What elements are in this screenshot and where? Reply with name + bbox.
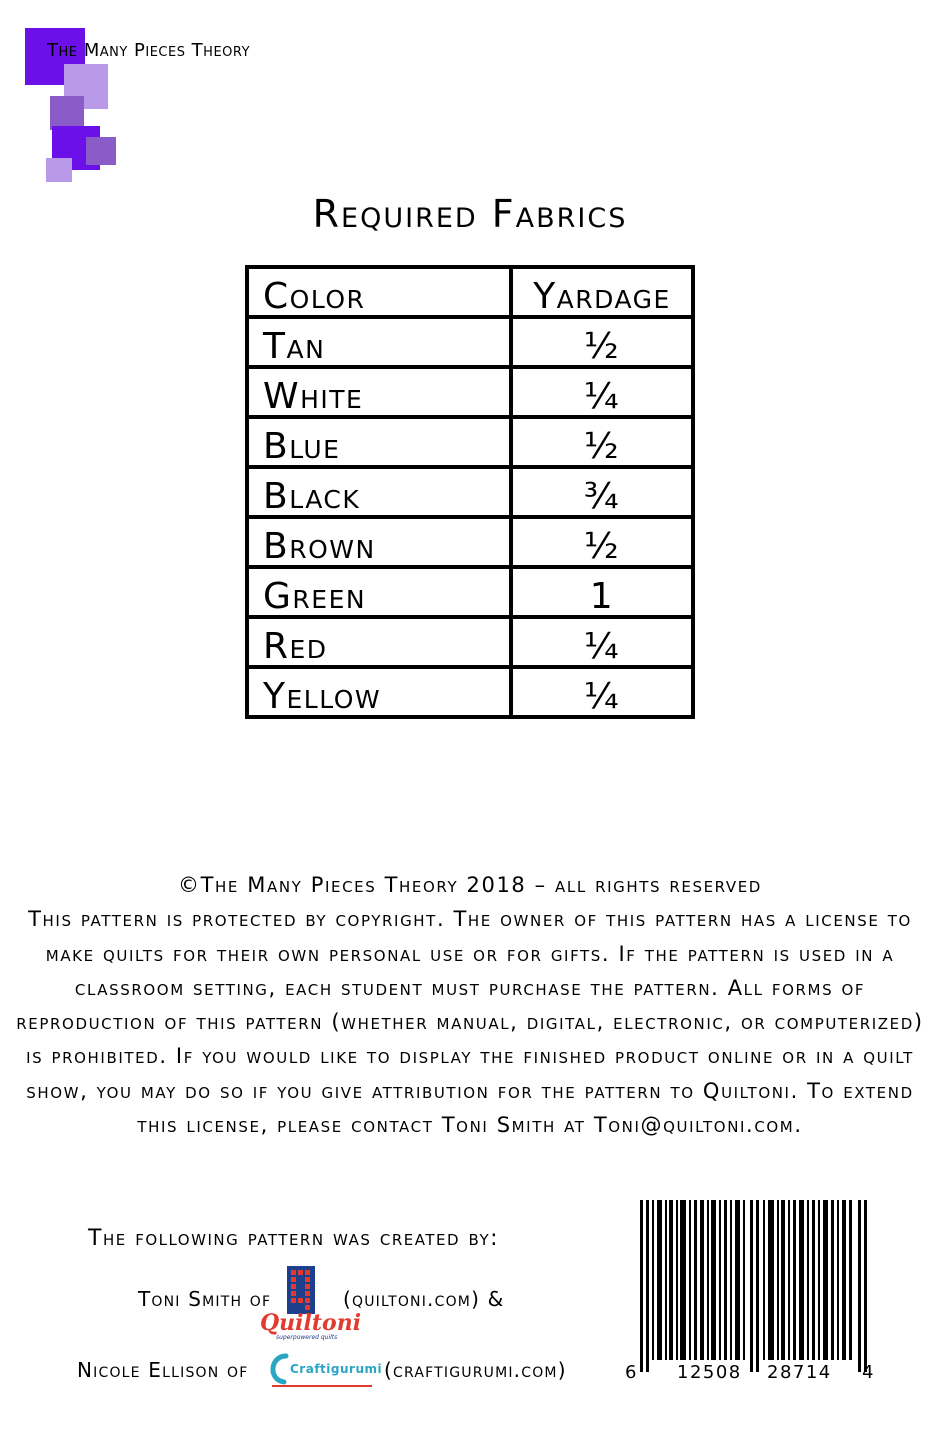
fabric-yardage: ¼ xyxy=(511,667,693,717)
fabric-color: Brown xyxy=(247,517,511,567)
barcode-digits-left: 12508 xyxy=(677,1362,742,1383)
credit-toni-name: Toni Smith of xyxy=(138,1287,272,1311)
fabric-yardage: ½ xyxy=(511,317,693,367)
table-row xyxy=(247,617,693,667)
credit-nicole-site: (craftigurumi.com) xyxy=(384,1358,567,1382)
fabric-yardage: ¼ xyxy=(511,367,693,417)
craftigurumi-logo-text: Craftigurumi xyxy=(290,1362,383,1376)
credit-nicole-name: Nicole Ellison of xyxy=(77,1358,249,1382)
fabric-color: Red xyxy=(247,617,511,667)
column-header-yardage: Yardage xyxy=(511,267,693,317)
barcode-digit-first: 6 xyxy=(625,1362,638,1383)
quiltoni-logo xyxy=(258,1264,362,1344)
fabric-color: Yellow xyxy=(247,667,511,717)
table-header-row xyxy=(247,267,693,317)
brand-name: The Many Pieces Theory xyxy=(47,40,251,61)
barcode-digits-right: 28714 xyxy=(767,1362,832,1383)
table-row xyxy=(247,417,693,467)
fabric-color: Tan xyxy=(247,317,511,367)
column-header-color: Color xyxy=(247,267,511,317)
craftigurumi-logo xyxy=(266,1350,383,1390)
copyright-notice xyxy=(15,868,925,1142)
table-row xyxy=(247,517,693,567)
credit-toni-site: (quiltoni.com) & xyxy=(343,1287,505,1311)
table-row xyxy=(247,667,693,717)
barcode-digit-last: 4 xyxy=(862,1362,875,1383)
fabric-yardage: ¼ xyxy=(511,617,693,667)
table-row xyxy=(247,567,693,617)
table-row xyxy=(247,317,693,367)
quiltoni-logo-text: Quiltoni xyxy=(260,1310,362,1336)
copyright-heading: ©The Many Pieces Theory 2018 – all rights reserved xyxy=(178,873,762,897)
fabric-color: Green xyxy=(247,567,511,617)
page-title: Required Fabrics xyxy=(312,192,628,236)
fabric-yardage: ¾ xyxy=(511,467,693,517)
fabric-yardage: ½ xyxy=(511,417,693,467)
fabric-color: Black xyxy=(247,467,511,517)
credits-heading: The following pattern was created by: xyxy=(88,1226,500,1251)
table-row xyxy=(247,367,693,417)
fabric-yardage: 1 xyxy=(511,567,693,617)
fabric-yardage: ½ xyxy=(511,517,693,567)
fabric-color: Blue xyxy=(247,417,511,467)
table-row xyxy=(247,467,693,517)
barcode xyxy=(640,1200,868,1372)
fabric-color: White xyxy=(247,367,511,417)
quiltoni-logo-tagline: superpowered quilts xyxy=(276,1334,338,1341)
fabrics-table xyxy=(245,265,695,719)
copyright-body: This pattern is protected by copyright. The owner of this pattern has a license to make quilts for their own personal use or for gifts. If the pattern is used in a classroom setting, each student must purchase the pattern. All forms of reproduction of this pattern (whether manual, digital, electronic, or computerized) is prohibited. If you would like to display the finished product online or in a quilt show, you may do so if you give attribution for the pattern to Quiltoni. To extend this license, please contact Toni Smith at Toni@quiltoni.com. xyxy=(16,907,924,1138)
